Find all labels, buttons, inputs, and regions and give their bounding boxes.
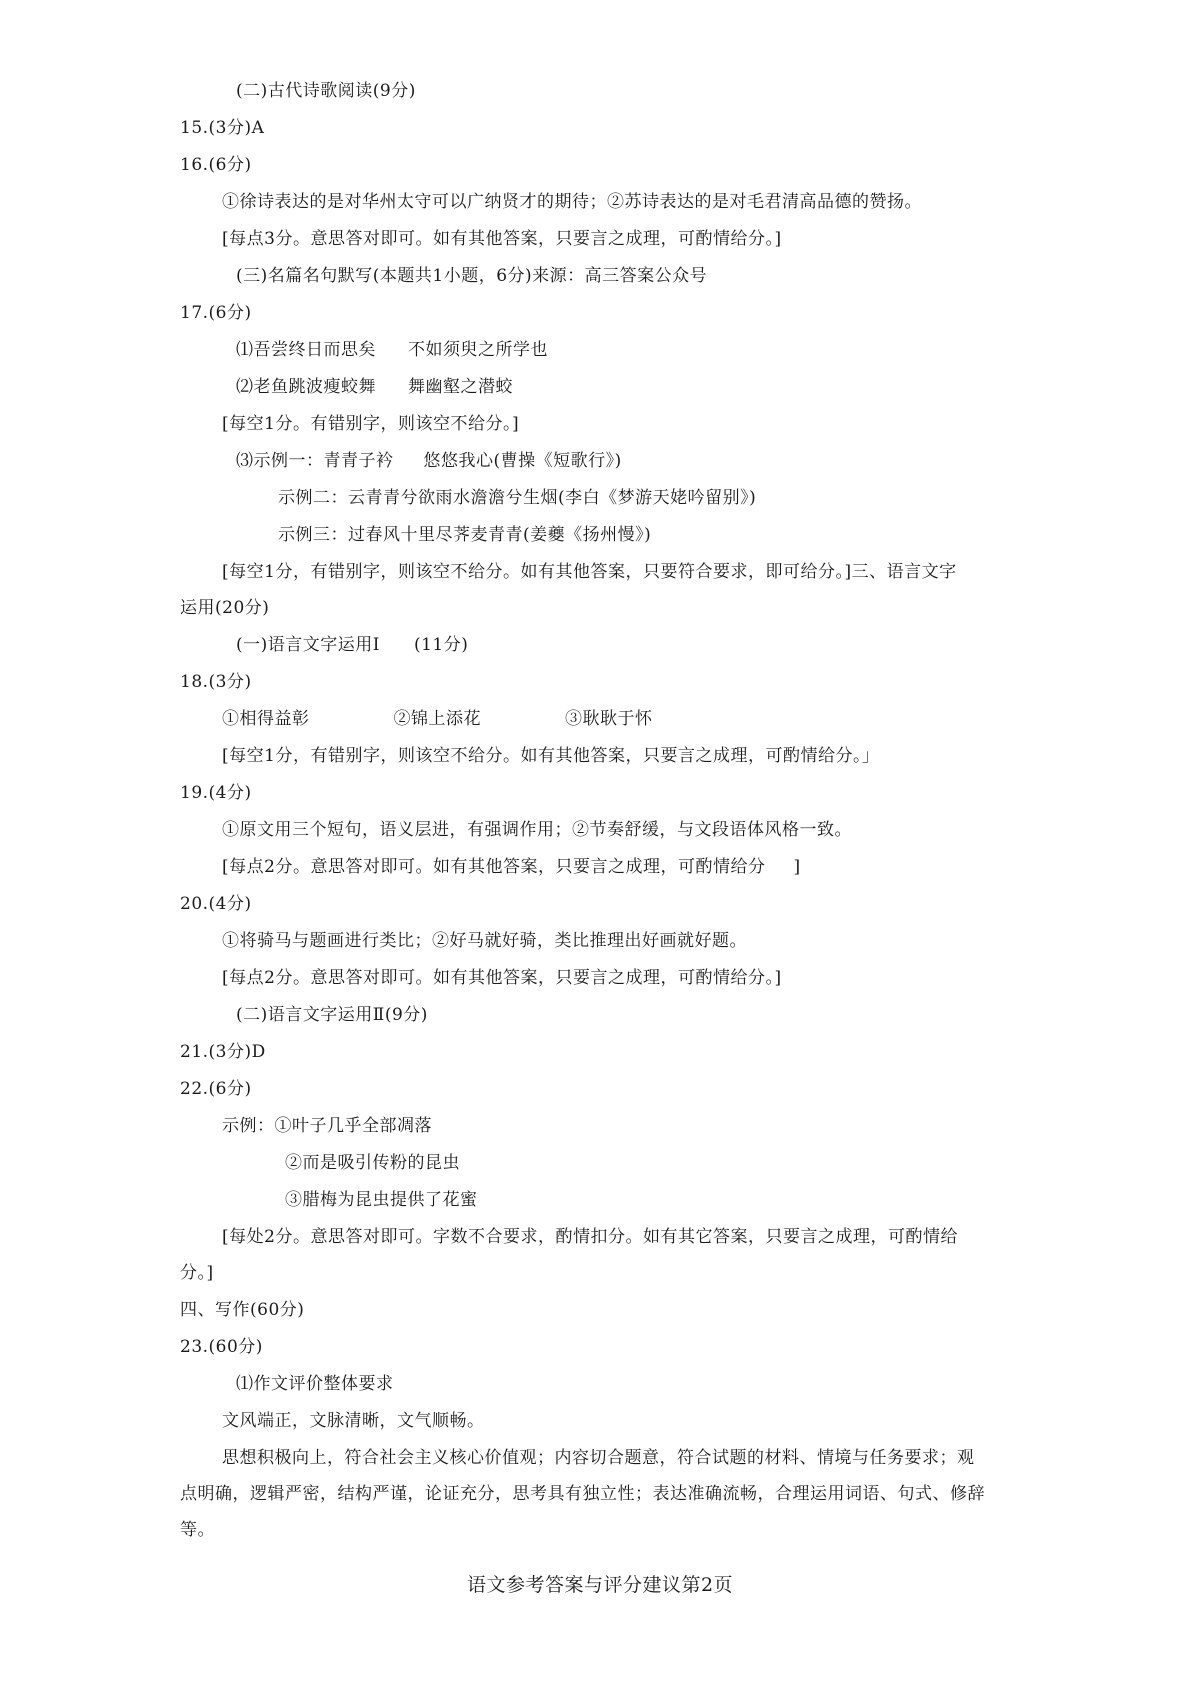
answer-q19: ①原文用三个短句，语义层进，有强调作用；②节奏舒缓，与文段语体风格一致。 (222, 820, 852, 840)
answer-q22-2: ②而是吸引传粉的昆虫 (285, 1153, 460, 1173)
section-heading-language-use: 运用(20分) (180, 598, 270, 618)
section-heading-language-use-1-title: (一)语言文字运用Ⅰ (236, 635, 380, 655)
answer-q15: 15.(3分)A (180, 118, 265, 138)
section-heading-language-use-1 (236, 633, 468, 657)
answer-q22-1: 示例：①叶子几乎全部凋落 (222, 1116, 432, 1136)
section-heading-language-use-1-score: (11分) (413, 635, 469, 655)
answer-q17-example-3: 示例三：过春风十里尽荠麦青青(姜夔《扬州慢》) (278, 525, 652, 545)
essay-requirement-content-cont: 点明确，逻辑严密，结构严谨，论证充分，思考具有独立性；表达准确流畅，合理运用词语、句式、修辞 (180, 1484, 985, 1504)
question-number-q18: 18.(3分) (180, 672, 252, 692)
answer-q18-1: ①相得益彰 (222, 709, 310, 729)
question-number-q23: 23.(60分) (180, 1337, 263, 1357)
scoring-note-q18: [每空1分，有错别字，则该空不给分。如有其他答案，只要言之成理，可酌情给分。」 (222, 746, 880, 766)
answer-q17-3-b: 悠悠我心(曹操《短歌行》) (423, 451, 622, 471)
question-number-q19: 19.(4分) (180, 783, 252, 803)
section-heading-recitation: (三)名篇名句默写(本题共1小题，6分)来源：高三答案公众号 (236, 266, 708, 286)
answer-q17-2-b: 舞幽壑之潜蛟 (408, 377, 513, 397)
essay-requirement-content-end: 等。 (180, 1520, 215, 1540)
answer-q21: 21.(3分)D (180, 1042, 266, 1062)
question-number-q16: 16.(6分) (180, 155, 252, 175)
scoring-note-q16: [每点3分。意思答对即可。如有其他答案，只要言之成理，可酌情给分。] (222, 229, 782, 249)
scoring-note-q19-text: [每点2分。意思答对即可。如有其他答案，只要言之成理，可酌情给分 (222, 857, 766, 877)
question-number-q20: 20.(4分) (180, 894, 252, 914)
section-heading-writing: 四、写作(60分) (180, 1300, 305, 1320)
scoring-note-q19 (222, 855, 801, 879)
answer-q20: ①将骑马与题画进行类比；②好马就好骑，类比推理出好画就好题。 (222, 931, 747, 951)
answer-q17-1-a: ⑴吾尝终日而思矣 (236, 340, 376, 360)
answer-q17-1-b: 不如须臾之所学也 (408, 340, 548, 360)
section-heading-language-use-2: (二)语言文字运用Ⅱ(9分) (236, 1005, 428, 1025)
scoring-note-q22-cont: 分。] (180, 1263, 214, 1283)
answer-q18-3: ③耿耿于怀 (565, 709, 653, 729)
scoring-note-q17: [每空1分。有错别字，则该空不给分。] (222, 414, 520, 434)
answer-q17-3-a: ⑶示例一：青青子衿 (236, 451, 394, 471)
answer-q17-example-2: 示例二：云青青兮欲雨水澹澹兮生烟(李白《梦游天姥吟留别》) (278, 488, 757, 508)
question-number-q22: 22.(6分) (180, 1079, 252, 1099)
essay-requirement-content: 思想积极向上，符合社会主义核心价值观；内容切合题意，符合试题的材料、情境与任务要求；观 (222, 1448, 975, 1468)
question-number-q17: 17.(6分) (180, 303, 252, 323)
answer-q18 (222, 707, 653, 731)
section-heading-ancient-poetry: (二)古代诗歌阅读(9分) (236, 81, 416, 101)
answer-q17-3 (236, 449, 622, 473)
answer-q22-3: ③腊梅为昆虫提供了花蜜 (285, 1190, 478, 1210)
scoring-note-q20: [每点2分。意思答对即可。如有其他答案，只要言之成理，可酌情给分。] (222, 968, 782, 988)
essay-requirement-style: 文风端正，文脉清晰，文气顺畅。 (222, 1411, 485, 1431)
answer-q16: ①徐诗表达的是对华州太守可以广纳贤才的期待；②苏诗表达的是对毛君清高品德的赞扬。 (222, 192, 922, 212)
answer-q17-1 (236, 338, 548, 362)
answer-q17-2 (236, 375, 513, 399)
scoring-note-q19-bracket: ] (793, 857, 801, 877)
answer-q18-2: ②锦上添花 (393, 709, 481, 729)
answer-q17-2-a: ⑵老鱼跳波瘦蛟舞 (236, 377, 376, 397)
page-footer: 语文参考答案与评分建议第2页 (466, 1574, 734, 1596)
essay-requirements-heading: ⑴作文评价整体要求 (236, 1374, 394, 1394)
scoring-note-q22: [每处2分。意思答对即可。字数不合要求，酌情扣分。如有其它答案，只要言之成理，可酌情给 (222, 1227, 958, 1247)
scoring-note-q17-3: [每空1分，有错别字，则该空不给分。如有其他答案，只要符合要求，即可给分。]三、语言文字 (222, 562, 957, 582)
